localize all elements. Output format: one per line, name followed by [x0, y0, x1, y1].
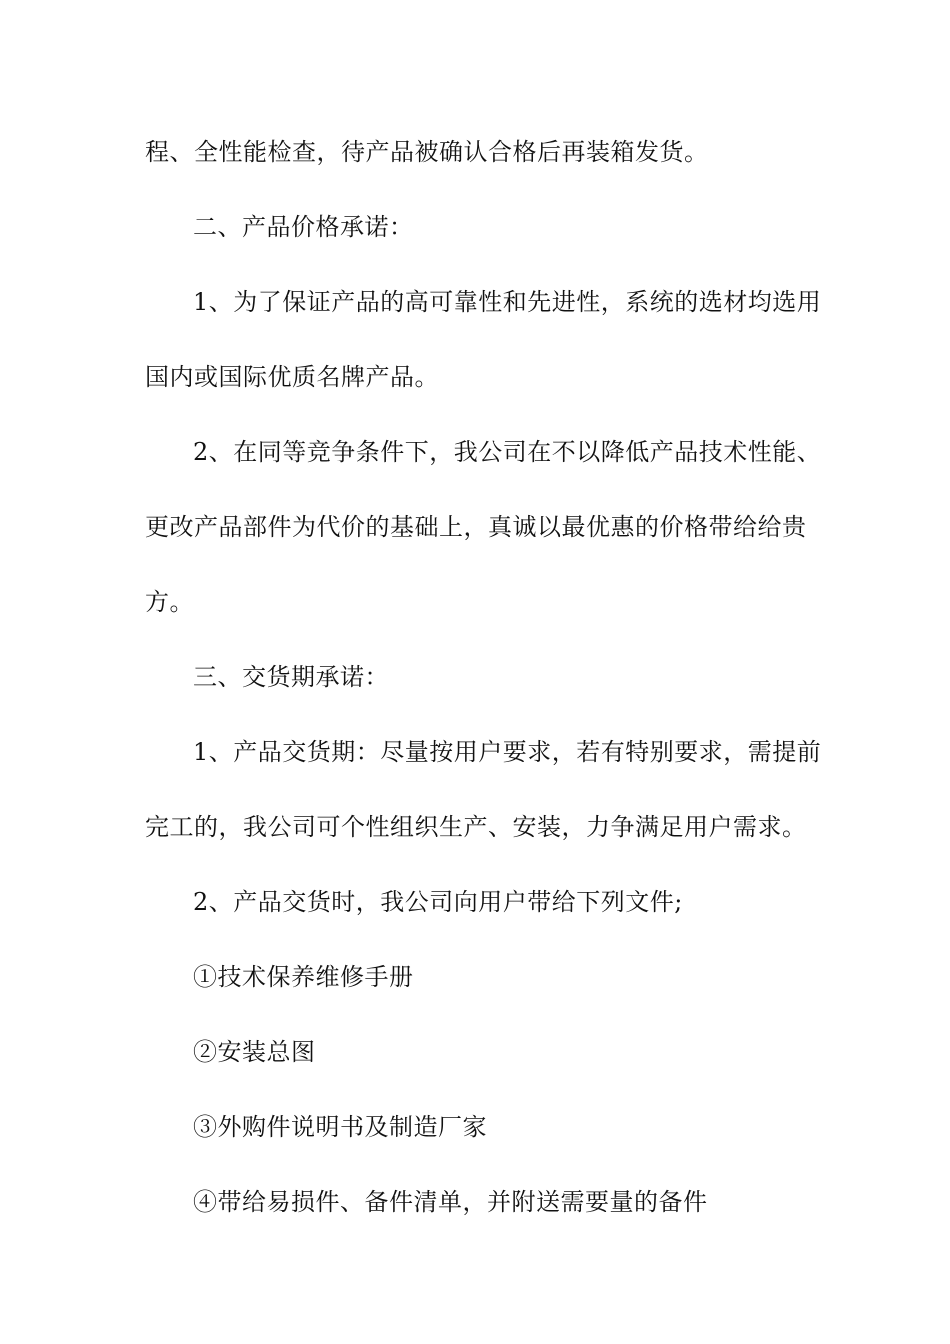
list-item: ①技术保养维修手册 [193, 963, 414, 991]
paragraph-line: 1、产品交货期：尽量按用户要求，若有特别要求，需提前 [193, 738, 822, 766]
paragraph-line: 2、在同等竞争条件下，我公司在不以降低产品技术性能、 [193, 438, 822, 466]
paragraph-line: 方。 [145, 588, 194, 616]
section-heading-price: 二、产品价格承诺： [193, 213, 414, 241]
paragraph-line: 更改产品部件为代价的基础上，真诚以最优惠的价格带给给贵 [145, 513, 807, 541]
list-item: ②安装总图 [193, 1038, 316, 1066]
list-item: ④带给易损件、备件清单，并附送需要量的备件 [193, 1188, 708, 1216]
paragraph-line: 1、为了保证产品的高可靠性和先进性，系统的选材均选用 [193, 288, 822, 316]
paragraph-line: 国内或国际优质名牌产品。 [145, 363, 439, 391]
list-item: ③外购件说明书及制造厂家 [193, 1113, 487, 1141]
paragraph-line: 2、产品交货时，我公司向用户带给下列文件; [193, 888, 683, 916]
section-heading-delivery: 三、交货期承诺： [193, 663, 389, 691]
paragraph-line: 程、全性能检查，待产品被确认合格后再装箱发货。 [145, 138, 709, 166]
paragraph-line: 完工的，我公司可个性组织生产、安装，力争满足用户需求。 [145, 813, 807, 841]
